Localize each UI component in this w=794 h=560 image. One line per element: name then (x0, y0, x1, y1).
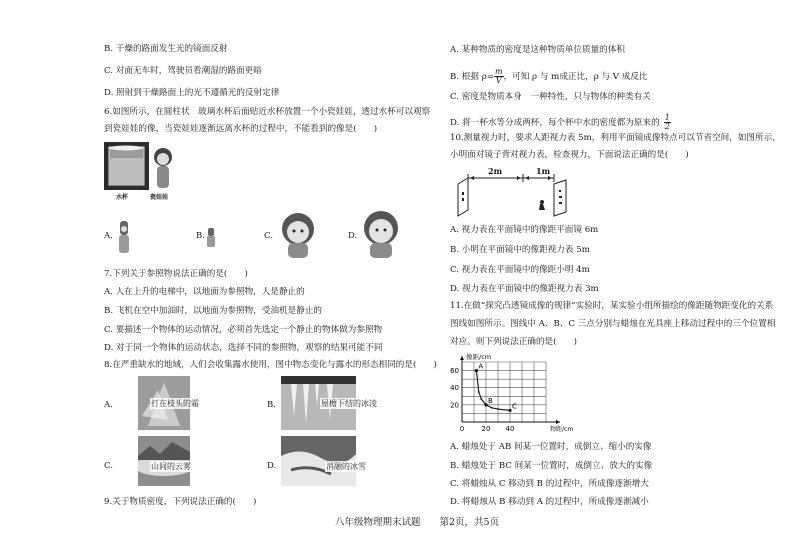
x-tick-label: 40 (505, 425, 515, 433)
q7-option-b: B. 飞机在空中加油时，以地面为参照物，受油机是静止的 (104, 306, 323, 316)
q6-option-c-label: C. (264, 231, 273, 241)
x-axis-label: 物距/cm (550, 426, 574, 433)
doll-image-d (358, 209, 404, 259)
porcelain-doll-photo (152, 145, 174, 191)
q11-option-c: C. 将蜡烛从 C 移动到 B 的过程中，所成像逐渐增大 (450, 479, 649, 489)
data-point (478, 391, 480, 393)
frost-caption: 打在枝头的霜 (151, 399, 199, 408)
q8-option-a-label: A. (104, 400, 113, 410)
q6-option-b-label: B. (196, 231, 205, 241)
data-point (497, 408, 499, 410)
density-formula-fraction (494, 68, 504, 85)
q6-stem-line2: 到瓷娃娃的像，当瓷娃娃逐渐远离水杯的过程中，不能看到的像是( ) (104, 124, 378, 134)
label-porcelain-doll: 瓷娃娃 (150, 194, 169, 201)
q5-option-c: C. 对面无车时，驾驶员看潮湿的路面更暗 (104, 66, 262, 76)
q6-option-a-label: A. (104, 231, 113, 241)
q10-option-b: B. 小明在平面镜中的像距视力表 5m (450, 245, 590, 255)
x-tick-label: 0 (459, 425, 465, 433)
q9-option-b (450, 68, 648, 85)
point-label: C (512, 402, 517, 411)
q11-stem-line2: 图线如图所示。图线中 A、B、C 三点分别与蜡烛在光具座上移动过程中的三个位置相 (450, 319, 776, 329)
point-label: B (488, 396, 493, 405)
q11-option-d: D. 将蜡烛从 B 移动到 A 的过程中，所成像逐渐减小 (450, 497, 649, 507)
water-cup-photo (104, 142, 149, 190)
q10-stem-line1: 10.测量视力时，要求人距视力表 5m，利用平面镜成像特点可以节省空间，如图所示， (450, 133, 781, 143)
series-line (476, 371, 510, 411)
fraction-numerator: 1 (664, 113, 670, 122)
doll-image-a (116, 221, 132, 255)
melting-snow-caption: 消融的冰雪 (326, 462, 366, 471)
q9-option-a: A. 某种物质的密度是这种物质单位质量的体积 (450, 45, 625, 55)
image-distance-chart (440, 352, 580, 436)
q11-stem-line3: 对应。则下列说法正确的是( ) (450, 337, 578, 347)
q7-option-a: A. 人在上升的电梯中，以地面为参照物，人是静止的 (104, 287, 305, 297)
q5-option-b: B. 干燥的路面发生光的镜面反射 (104, 44, 228, 54)
q9-option-d (450, 114, 671, 131)
q10-option-d: D. 视力表在平面镜中的像距视力表 3m (450, 284, 599, 294)
q9-option-b-suffix: ，可知 ρ 与 m成正比，ρ 与 V 成反比 (503, 72, 648, 82)
formula-denominator: V (495, 76, 502, 85)
distance-label-2m: 2m (488, 166, 503, 176)
q8-option-b-label: B. (267, 400, 276, 410)
mirror-eye-chart-diagram (450, 166, 580, 218)
q8-option-c-label: C. (104, 461, 113, 471)
q11-stem-line1: 11.在做“探究凸透镜成像的规律”实验时，某实验小组所描绘的像距随物距变化的关系 (450, 301, 774, 311)
q7-option-d: D. 对于同一个物体的运动状态，选择不同的参照物，观察的结果可能不同 (104, 343, 383, 353)
formula-numerator: m (494, 67, 503, 76)
q9-stem: 9.关于物质密度，下列说法正确的( ) (104, 497, 257, 507)
q6-option-d-label: D. (348, 231, 358, 241)
q10-stem-line2: 小明面对镜子背对视力表，检查视力，下面说法正确的是( ) (450, 150, 689, 160)
q7-option-c: C. 要描述一个物体的运动情况，必须首先选定一个静止的物体做为参照物 (104, 325, 383, 335)
icicle-caption: 屋檐下结的冰凌 (321, 399, 377, 408)
y-tick-label: 20 (450, 401, 459, 410)
q11-option-a: A. 蜡烛处于 AB 间某一位置时，成倒立、缩小的实像 (450, 442, 652, 452)
data-point (480, 398, 482, 400)
one-half-fraction (664, 114, 671, 131)
q10-option-a: A. 视力表在平面镜中的像距平面镜 6m (450, 225, 599, 235)
q9-option-b-prefix: B. 根据 ρ= (450, 72, 494, 82)
distance-label-1m: 1m (536, 166, 551, 176)
label-water-cup: 水杯 (116, 194, 129, 201)
y-axis-label: 像距/cm (466, 353, 492, 361)
doll-image-c (276, 211, 320, 259)
x-tick-label: 20 (481, 425, 491, 433)
fraction-denominator: 2 (664, 122, 670, 131)
q5-option-d: D. 照射到干燥路面上的光不遵循光的反射定律 (104, 88, 280, 98)
q11-option-b: B. 蜡烛处于 BC 间某一位置时，成倒立、放大的实像 (450, 461, 653, 471)
q8-stem: 8.在严重缺水的地域，人们会收集露水使用，图中物态变化与露水的形态相同的是( ) (104, 360, 437, 370)
q7-stem: 7.下列关于参照物说法正确的是( ) (104, 269, 248, 279)
y-axis-arrow (460, 356, 464, 360)
doll-image-b (206, 228, 216, 248)
point-label: A (478, 362, 484, 371)
cloud-mist-caption: 山间的云雾 (151, 462, 191, 471)
y-tick-label: 40 (450, 384, 459, 393)
q8-option-d-label: D. (267, 461, 277, 471)
y-tick-label: 60 (450, 367, 459, 376)
data-point (491, 407, 493, 409)
x-axis-arrow (556, 420, 560, 424)
q9-option-d-text: D. 将一杯水等分成两杯，每个杯中水的密度都为原来的 (450, 118, 660, 128)
q6-stem-line1: 6.如图所示，在圆柱状 玻璃水杯后面贴近水杯放置一个小瓷娃娃，透过水杯可以观察 (104, 107, 431, 117)
q9-option-c: C. 密度是物质本身 一种特性，只与物体的种类有关 (450, 92, 651, 102)
mirror-shape (458, 178, 468, 216)
q10-option-c: C. 视力表在平面镜中的像距小明 4m (450, 265, 590, 275)
page-footer: 八年级物理期末试题 第2页，共5页 (335, 517, 500, 528)
